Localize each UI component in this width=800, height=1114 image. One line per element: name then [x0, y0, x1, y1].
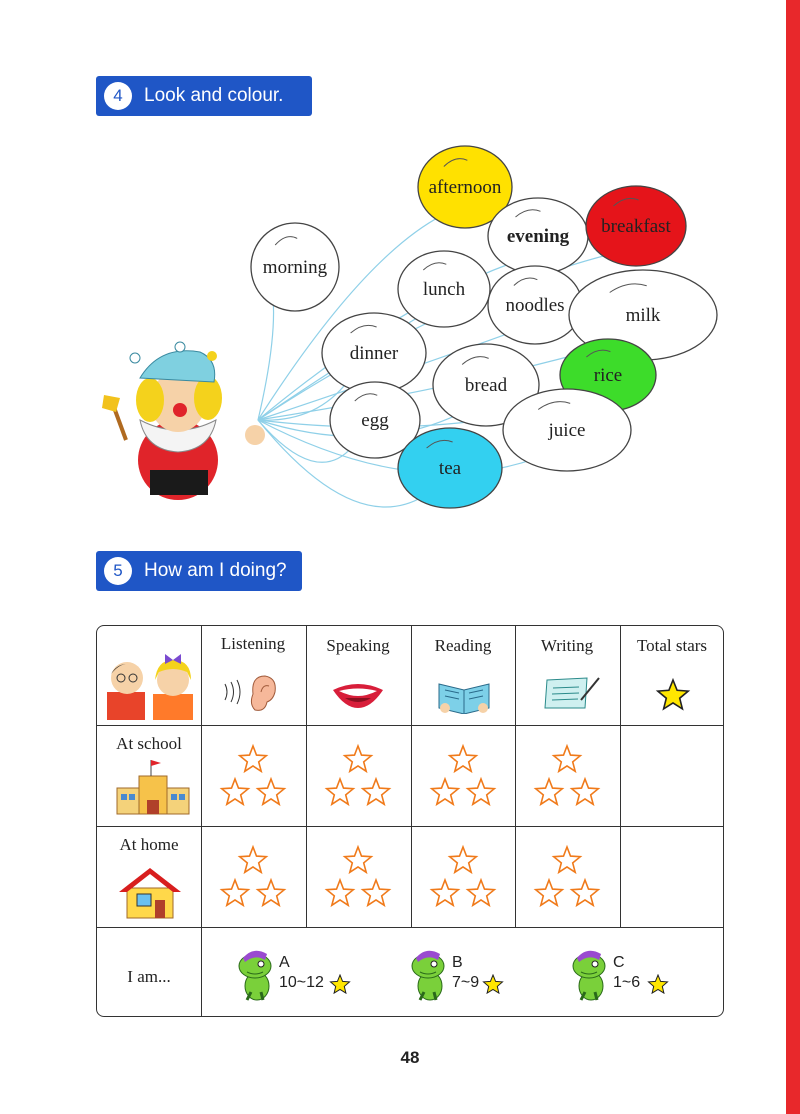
children-picture — [105, 648, 195, 720]
empty-star-icon — [432, 779, 459, 804]
column-header-total-stars: Total stars — [636, 636, 708, 655]
school-icon — [113, 758, 193, 818]
empty-star-icon — [554, 746, 581, 771]
empty-star-icon — [450, 847, 477, 872]
balloon-dinner — [322, 313, 426, 393]
balloon-scene — [0, 130, 800, 530]
balloon-word: egg — [361, 410, 389, 431]
section-5-title: How am I doing? — [144, 560, 287, 581]
writing-notebook-icon — [541, 672, 601, 712]
column-header-writing: Writing — [540, 636, 594, 655]
balloon-lunch — [398, 251, 490, 327]
grid-line — [620, 626, 621, 927]
empty-star-icon — [258, 779, 285, 804]
row-label-i-am: I am... — [127, 967, 171, 986]
empty-star-icon — [572, 779, 599, 804]
level-c — [571, 946, 721, 1006]
grid-line — [97, 927, 724, 928]
three-stars-cell[interactable] — [515, 827, 619, 927]
balloon-word: milk — [625, 305, 661, 326]
house-icon — [117, 864, 183, 920]
filled-star — [484, 975, 503, 993]
small-star-icon — [482, 974, 504, 994]
balloon-noodles — [488, 266, 582, 344]
empty-star-icon — [222, 779, 249, 804]
empty-star-icon — [240, 746, 267, 771]
balloon-word: afternoon — [428, 177, 502, 198]
column-header-speaking: Speaking — [326, 636, 390, 655]
empty-star-icon — [572, 880, 599, 905]
balloon-juice — [503, 389, 631, 471]
balloon-evening — [488, 198, 588, 274]
small-star-icon — [647, 974, 669, 994]
level-letter: B — [452, 954, 463, 971]
section-5-header — [96, 551, 302, 591]
empty-star-icon — [536, 880, 563, 905]
level-b — [410, 946, 560, 1006]
three-stars-cell[interactable] — [411, 726, 515, 826]
empty-star-icon — [327, 779, 354, 804]
reading-book-icon — [435, 674, 493, 714]
level-letter: A — [279, 954, 290, 971]
empty-star-icon — [554, 847, 581, 872]
empty-star-icon — [363, 779, 390, 804]
three-stars-cell[interactable] — [411, 827, 515, 927]
dinosaur-icon — [571, 946, 611, 1004]
level-range: 7~9 — [452, 974, 480, 991]
empty-star-icon — [240, 847, 267, 872]
level-range: 1~6 — [613, 974, 641, 991]
level-range: 10~12 — [279, 974, 324, 991]
balloon-word: evening — [506, 226, 570, 247]
empty-star-icon — [327, 880, 354, 905]
mouth-icon — [331, 680, 385, 710]
balloon-word: lunch — [422, 279, 466, 300]
filled-star — [649, 975, 668, 993]
balloon-word: bread — [464, 375, 508, 396]
three-stars-cell[interactable] — [306, 827, 410, 927]
empty-star-icon — [468, 880, 495, 905]
dinosaur-icon — [410, 946, 450, 1004]
balloon-string — [258, 298, 274, 420]
level-a — [237, 946, 387, 1006]
balloon-word: morning — [262, 257, 328, 278]
empty-star-icon — [222, 880, 249, 905]
page-number: 48 — [400, 1048, 420, 1067]
empty-star-icon — [450, 746, 477, 771]
balloon-word: breakfast — [601, 216, 671, 237]
balloon-morning — [251, 223, 339, 311]
ear-icon — [221, 670, 285, 716]
balloon-word: dinner — [349, 343, 399, 364]
row-label-at-school: At school — [116, 734, 182, 753]
section-5-number: 5 — [104, 557, 132, 585]
level-letter: C — [613, 954, 625, 971]
balloon-word: juice — [548, 420, 586, 441]
three-stars-cell[interactable] — [201, 726, 305, 826]
balloon-word: noodles — [505, 295, 565, 316]
three-stars-cell[interactable] — [306, 726, 410, 826]
balloon-tea — [398, 428, 502, 508]
empty-star-icon — [432, 880, 459, 905]
three-stars-cell[interactable] — [515, 726, 619, 826]
section-4-header — [96, 76, 312, 116]
total-star-icon — [655, 678, 691, 712]
empty-star-icon — [345, 746, 372, 771]
self-assessment-table — [96, 625, 724, 1017]
small-star-icon — [329, 974, 351, 994]
balloon-breakfast — [586, 186, 686, 266]
section-4-title: Look and colour. — [144, 85, 284, 106]
clown-illustration — [102, 342, 265, 500]
section-4-number: 4 — [104, 82, 132, 110]
empty-star-icon — [258, 880, 285, 905]
dinosaur-icon — [237, 946, 277, 1004]
filled-star — [331, 975, 350, 993]
empty-star-icon — [345, 847, 372, 872]
row-label-at-home: At home — [119, 835, 179, 854]
balloon-word: tea — [438, 458, 462, 479]
column-header-reading: Reading — [434, 636, 492, 655]
empty-star-icon — [468, 779, 495, 804]
empty-star-icon — [363, 880, 390, 905]
empty-star-icon — [536, 779, 563, 804]
three-stars-cell[interactable] — [201, 827, 305, 927]
balloon-word: rice — [593, 365, 623, 386]
column-header-listening: Listening — [220, 634, 286, 653]
